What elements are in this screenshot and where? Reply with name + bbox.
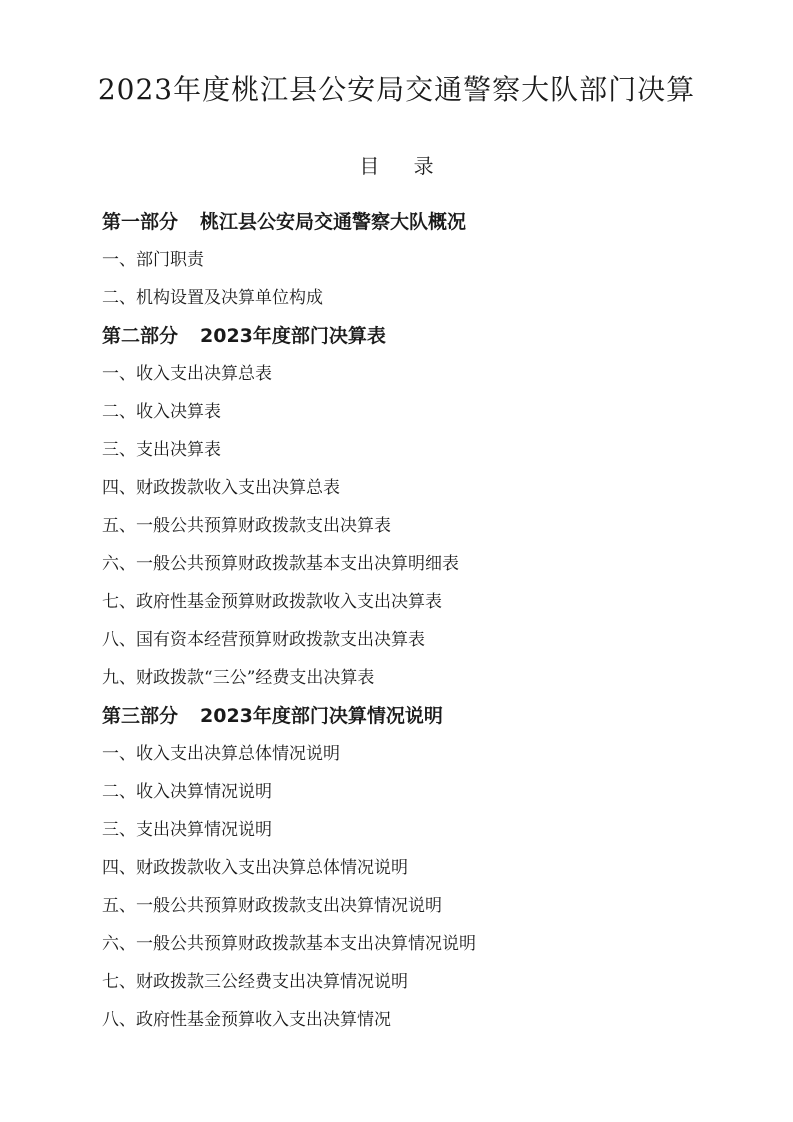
toc-item: 二、收入决算情况说明 bbox=[102, 782, 272, 802]
toc-item: 二、收入决算表 bbox=[102, 402, 221, 422]
toc-item: 四、财政拨款收入支出决算总体情况说明 bbox=[102, 858, 408, 878]
toc-item: 一、收入支出决算总表 bbox=[102, 364, 272, 384]
section-heading: 2023年度部门决算表 bbox=[200, 325, 386, 347]
section-heading: 2023年度部门决算情况说明 bbox=[200, 705, 443, 727]
toc-item: 三、支出决算表 bbox=[102, 440, 221, 460]
section-part-label: 第三部分 bbox=[102, 705, 179, 727]
toc-section-2 bbox=[102, 317, 742, 355]
toc-item: 六、一般公共预算财政拨款基本支出决算明细表 bbox=[102, 554, 459, 574]
toc-item: 一、部门职责 bbox=[102, 250, 204, 270]
toc-item: 五、一般公共预算财政拨款支出决算表 bbox=[102, 516, 391, 536]
toc-item: 二、机构设置及决算单位构成 bbox=[102, 288, 323, 308]
toc-item: 四、财政拨款收入支出决算总表 bbox=[102, 478, 340, 498]
toc-item: 七、财政拨款三公经费支出决算情况说明 bbox=[102, 972, 408, 992]
toc-item: 一、收入支出决算总体情况说明 bbox=[102, 744, 340, 764]
toc-section-1 bbox=[102, 203, 742, 241]
toc-item: 五、一般公共预算财政拨款支出决算情况说明 bbox=[102, 896, 442, 916]
toc-item: 八、国有资本经营预算财政拨款支出决算表 bbox=[102, 630, 425, 650]
toc-heading: 目 录 bbox=[359, 154, 448, 178]
toc-item: 九、财政拨款“三公”经费支出决算表 bbox=[102, 668, 375, 688]
document-title: 2023年度桃江县公安局交通警察大队部门决算 bbox=[97, 73, 696, 106]
toc-item: 六、一般公共预算财政拨款基本支出决算情况说明 bbox=[102, 934, 476, 954]
toc-section-3 bbox=[102, 697, 742, 735]
section-part-label: 第二部分 bbox=[102, 325, 179, 347]
toc-item: 八、政府性基金预算收入支出决算情况 bbox=[102, 1010, 391, 1030]
table-of-contents bbox=[102, 203, 742, 1039]
section-part-label: 第一部分 bbox=[102, 211, 179, 233]
toc-item: 三、支出决算情况说明 bbox=[102, 820, 272, 840]
section-heading: 桃江县公安局交通警察大队概况 bbox=[200, 211, 467, 233]
toc-item: 七、政府性基金预算财政拨款收入支出决算表 bbox=[102, 592, 442, 612]
